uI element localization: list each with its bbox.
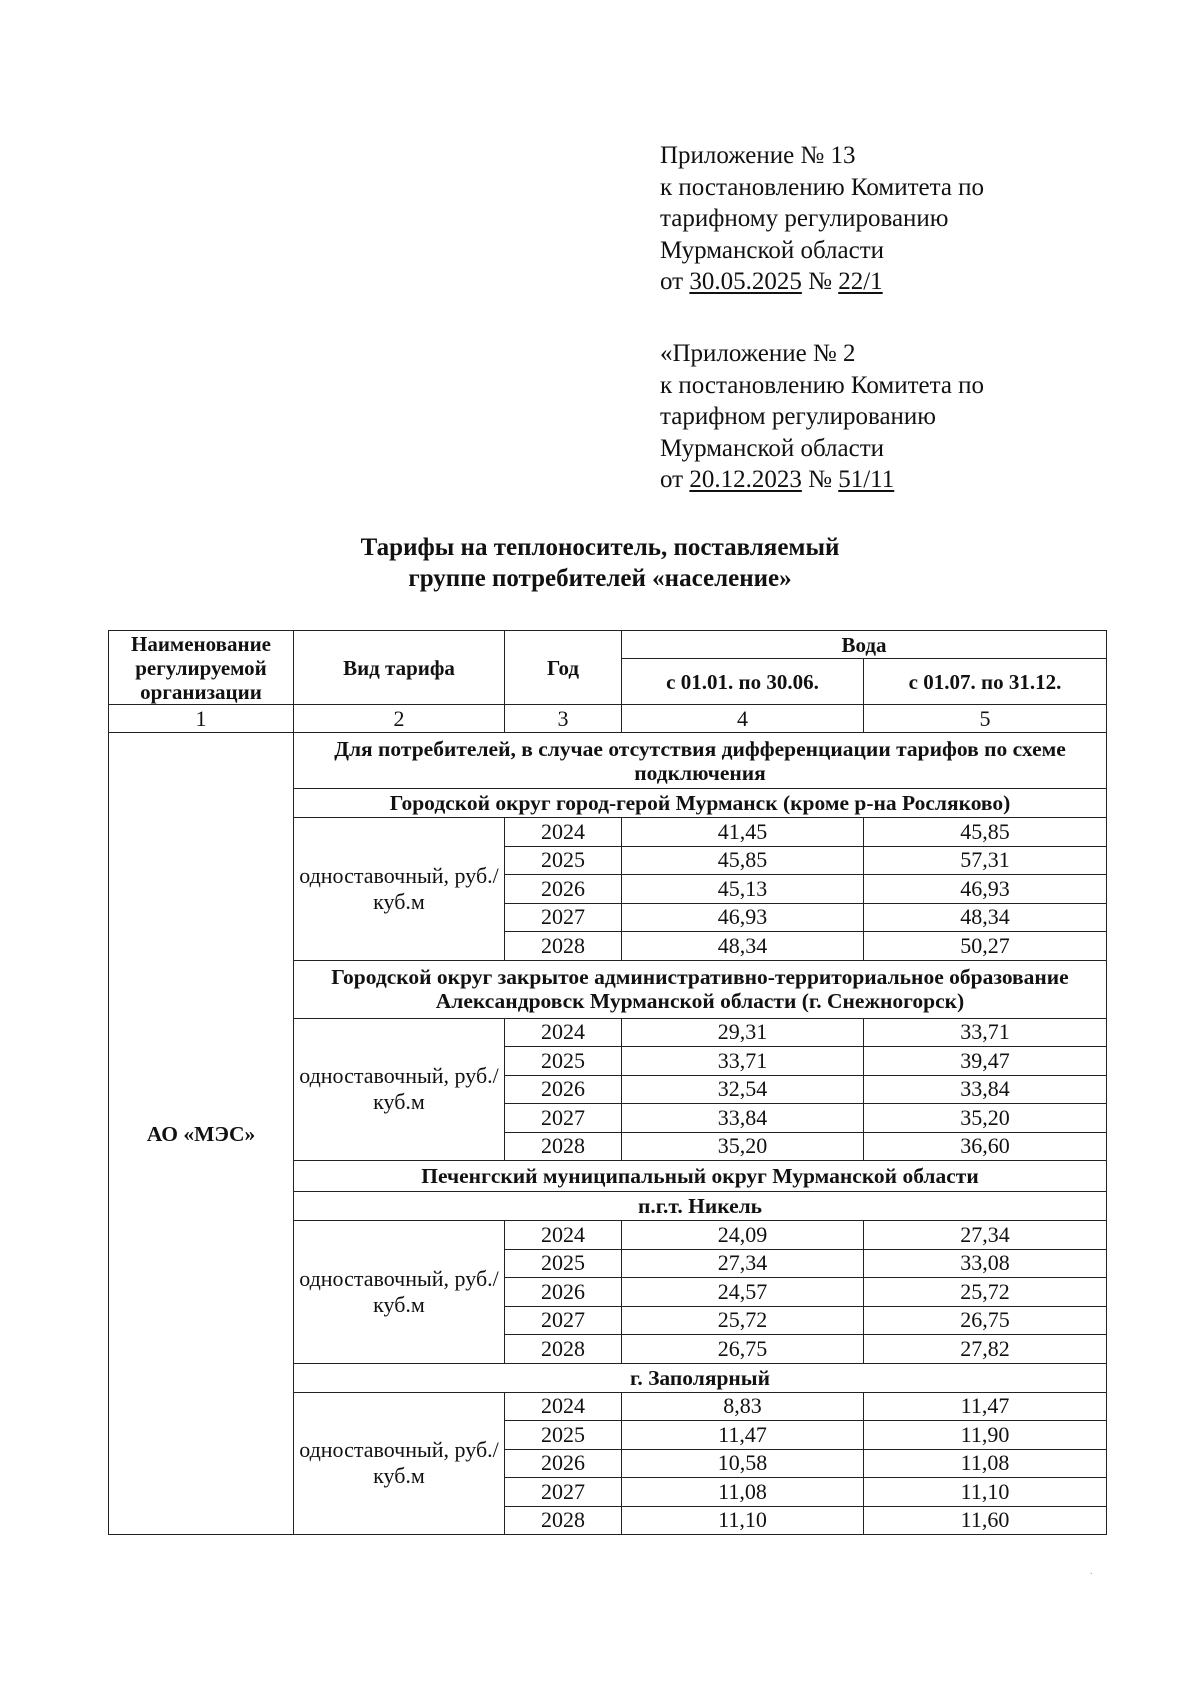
tariff-h2-cell: 39,47 [864,1047,1107,1076]
year-cell: 2027 [505,1104,622,1133]
document-title [0,532,1200,594]
year-cell: 2025 [505,846,622,875]
annex-original-line3: тарифном регулированию [660,403,936,430]
section-heading: Городской округ город-герой Мурманск (кроме р-на Росляково) [294,789,1107,818]
section-heading: Печенгский муниципальный округ Мурманской области [294,1161,1107,1192]
annex-original-title: «Приложение № 2 [660,340,856,367]
tariff-h1-cell: 32,54 [622,1075,864,1104]
year-cell: 2027 [505,903,622,932]
document-title-line2: группе потребителей «население» [408,565,792,592]
column-number: 1 [109,705,294,733]
annex-current-title: Приложение № 13 [660,142,856,169]
annex-current-line4: Мурманской области [660,236,885,264]
scan-dot: . [1090,1566,1093,1577]
tariff-h2-cell: 50,27 [864,932,1107,961]
tariff-h1-cell: 35,20 [622,1132,864,1161]
tariff-h1-cell: 8,83 [622,1392,864,1421]
section-heading: Городской округ закрытое административно-территориальное образование Александровск Мурманской области (г. Снежногорск) [294,960,1107,1018]
tariff-h2-cell: 27,82 [864,1335,1107,1364]
annex-original-number: 51/11 [838,466,895,493]
column-number: 2 [294,705,505,733]
tariff-h1-cell: 24,57 [622,1278,864,1307]
tariff-h1-cell: 25,72 [622,1306,864,1335]
year-cell: 2024 [505,1018,622,1047]
annex-original-date: 20.12.2023 [689,466,802,493]
year-cell: 2027 [505,1478,622,1507]
document-title-line1: Тарифы на теплоноситель, поставляемый [360,534,840,561]
tariff-h2-cell: 57,31 [864,846,1107,875]
tariff-h2-cell: 35,20 [864,1104,1107,1133]
tariff-h1-cell: 26,75 [622,1335,864,1364]
tariff-h2-cell: 46,93 [864,875,1107,904]
tariff-h1-cell: 45,13 [622,875,864,904]
annex-original [660,338,984,496]
tariff-h1-cell: 45,85 [622,846,864,875]
annex-original-num-prefix: № [808,466,832,493]
annex-current-line2: к постановлению Комитета по [660,173,985,201]
annex-original-date-line [660,464,984,496]
section-heading-row [109,733,1107,789]
year-cell: 2028 [505,932,622,961]
header-org: Наименование регулируемой организации [109,631,294,705]
tariff-type-cell: одноставочный, руб./куб.м [294,1221,505,1364]
year-cell: 2024 [505,1392,622,1421]
annex-current-num-prefix: № [808,268,832,295]
tariff-h1-cell: 46,93 [622,903,864,932]
annex-current-date-prefix: от [660,268,684,295]
tariff-h1-cell: 24,09 [622,1221,864,1250]
year-cell: 2026 [505,1449,622,1478]
column-number: 5 [864,705,1107,733]
organization-name: АО «МЭС» [109,733,294,1535]
annex-current-date: 30.05.2025 [689,268,802,295]
tariff-h2-cell: 11,08 [864,1449,1107,1478]
tariff-h2-cell: 11,10 [864,1478,1107,1507]
tariff-h2-cell: 48,34 [864,903,1107,932]
section-heading: г. Заполярный [294,1363,1107,1392]
year-cell: 2026 [505,875,622,904]
header-water: Вода [622,631,1107,659]
year-cell: 2026 [505,1278,622,1307]
tariff-h1-cell: 11,10 [622,1506,864,1535]
year-cell: 2024 [505,818,622,847]
table-body [109,733,1107,1535]
year-cell: 2024 [505,1221,622,1250]
annex-current-date-line [660,266,984,298]
tariff-h1-cell: 27,34 [622,1249,864,1278]
tariff-h2-cell: 11,47 [864,1392,1107,1421]
year-cell: 2026 [505,1075,622,1104]
tariff-h1-cell: 33,71 [622,1047,864,1076]
tariff-h1-cell: 48,34 [622,932,864,961]
annex-original-line4: Мурманской области [660,434,885,462]
section-heading: Для потребителей, в случае отсутствия дифференциации тарифов по схеме подключения [294,733,1107,789]
tariff-h2-cell: 27,34 [864,1221,1107,1250]
tariff-h1-cell: 41,45 [622,818,864,847]
tariff-h1-cell: 10,58 [622,1449,864,1478]
tariff-table [108,630,1107,1535]
tariff-type-cell: одноставочный, руб./куб.м [294,818,505,961]
tariff-h2-cell: 11,90 [864,1421,1107,1450]
tariff-h2-cell: 33,84 [864,1075,1107,1104]
tariff-h2-cell: 36,60 [864,1132,1107,1161]
tariff-type-cell: одноставочный, руб./куб.м [294,1018,505,1161]
year-cell: 2025 [505,1421,622,1450]
tariff-h2-cell: 33,08 [864,1249,1107,1278]
annex-current-number: 22/1 [838,268,883,295]
tariff-h2-cell: 45,85 [864,818,1107,847]
annex-original-line2: к постановлению Комитета по [660,371,985,399]
header-tariff-type: Вид тарифа [294,631,505,705]
year-cell: 2025 [505,1249,622,1278]
tariff-h1-cell: 29,31 [622,1018,864,1047]
column-number: 4 [622,705,864,733]
year-cell: 2028 [505,1132,622,1161]
tariff-h1-cell: 11,47 [622,1421,864,1450]
header-year: Год [505,631,622,705]
annex-current-line3: тарифному регулированию [660,205,949,232]
year-cell: 2027 [505,1306,622,1335]
tariff-h2-cell: 25,72 [864,1278,1107,1307]
annex-current [660,140,984,298]
tariff-h1-cell: 11,08 [622,1478,864,1507]
tariff-h2-cell: 11,60 [864,1506,1107,1535]
annex-original-date-prefix: от [660,466,684,493]
header-period2: с 01.07. по 31.12. [864,659,1107,705]
header-period1: с 01.01. по 30.06. [622,659,864,705]
tariff-h2-cell: 26,75 [864,1306,1107,1335]
section-heading: п.г.т. Никель [294,1192,1107,1221]
year-cell: 2028 [505,1506,622,1535]
year-cell: 2028 [505,1335,622,1364]
tariff-type-cell: одноставочный, руб./куб.м [294,1392,505,1535]
tariff-h2-cell: 33,71 [864,1018,1107,1047]
column-number: 3 [505,705,622,733]
year-cell: 2025 [505,1047,622,1076]
tariff-h1-cell: 33,84 [622,1104,864,1133]
